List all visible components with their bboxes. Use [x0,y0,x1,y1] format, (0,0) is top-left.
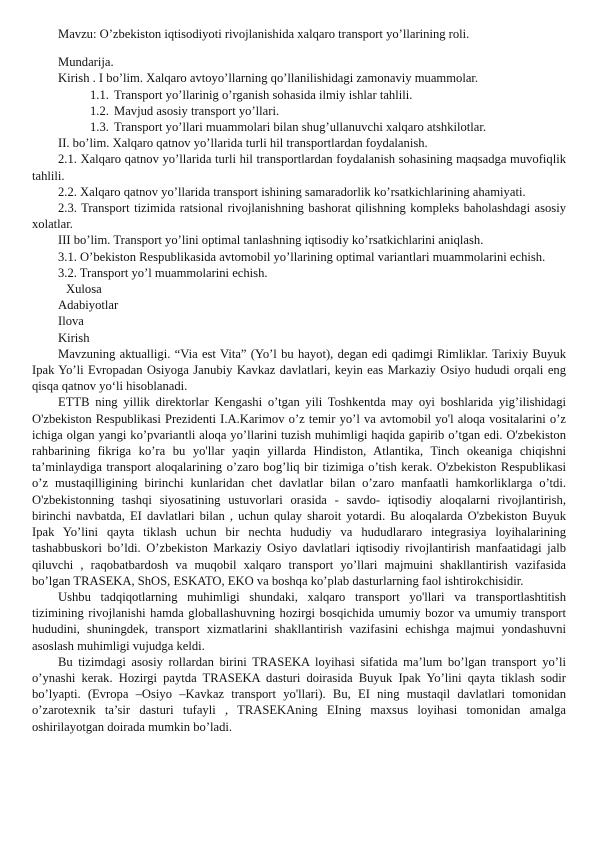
body-paragraph-4: Bu tizimdagi asosiy rollardan birini TRASEKA loyihasi sifatida ma’lum bo’lgan transport yo’li o’ynashi kerak. Hozirgi paytda TRASEKA dasturi doirasida Buyuk Ipak Yo’lini qayta tiklash sodir bo’lyapti. (Evropa –Osiyo –Kavkaz transport yo'llari). Bu, EI ning mustaqil davlatlari tomonidan o’zarotexnik ta’sir dasturi tufayli , TRASEKAning EIning maxsus loyihasi tomonidan amalga oshirilayotgan doirada mumkin bo’ladi. [32,654,566,734]
toc-sub-1-1 [32,87,566,103]
toc-adabiyotlar: Adabiyotlar [58,298,119,313]
toc-part-2: II. bo’lim. Xalqaro qatnov yo’llarida turli hil transportlardan foydalanish. [58,136,428,151]
document-title: Mavzu: O’zbekiston iqtisodiyoti rivojlanishida xalqaro transport yo’llarining roli. [58,27,470,41]
toc-ilova: Ilova [58,314,84,329]
toc-heading: Mundarija. [58,55,114,70]
toc-intro: Kirish . I bo’lim. Xalqaro avtoyo’llarning qo’llanilishidagi zamonaviy muammolar. [58,71,479,86]
document-page [32,26,566,735]
toc-item-2-1: 2.1. Xalqaro qatnov yo’llarida turli hil transportlardan foydalanish sohasining maqsadga muvofiqlik tahlili. [32,152,566,183]
toc-item-3-1: 3.1. O’bekiston Respublikasida avtomobil yo’llarining optimal variantlari muammolarini echish. [58,249,546,264]
toc-sub-text: Transport yo’llarinig o’rganish sohasida ilmiy ishlar tahlili. [114,87,413,102]
toc-sub-text: Transport yo’llari muammolari bilan shug’ullanuvchi xalqaro atshkilotlar. [114,120,487,135]
toc-item-2-3: 2.3. Transport tizimida ratsional rivojlanishning bashorat qilishning kompleks baholashdagi asosiy xolatlar. [32,201,566,232]
toc-item-2-2: 2.2. Xalqaro qatnov yo’llarida transport ishining samaradorlik ko’rsatkichlarining ahamiyati. [58,184,526,199]
toc-sub-number: 1.3. [90,120,109,135]
section-heading-kirish: Kirish [58,330,90,345]
body-paragraph-2: ETTB ning yillik direktorlar Kengashi o’tgan yili Toshkentda may oyi boshlarida yig’ilishidagi O'zbekiston Respublikasi Prezidenti I.A.Karimov o’z temir yo’l va avtomobil yo'l aloqa vositalarini o’z ichiga olgan yangi ko’pvariantli aloqa yo’llarini tuzish muhimligi haqida gapirib o’tgan edi. O'zbekiston rahbarining fikriga ko’ra bu yo'llar yaqin yillarda Hindiston, Atlantika, Tinch okeaniga chiqishni ta’minlaydiga transport aloqalarining o’zaro bog’liq bir tizimiga o’tish kerak. O'zbekiston Respublikasi o’z mustaqilligining birinchi kunlaridan chet davlatlar bilan o’zaro manfaatli hamkorliklarga o’tdi. O'zbekistonning tashqi siyosatining ustuvorlari orasida - savdo- iqtisodiy aloqalarni rivojlantirish, birinchi navbatda, EI davlatlari bilan , uchun qulay sharoit yotardi. Bu aloqalarda O'zbekiston Buyuk Ipak Yo’lini qayta tiklash uchun bir nechta hududiy va hududlararo integrasiya loyihalarining tashabbuskori bo’ldi. O’zbekiston Markaziy Osiyo davlatlari iqtisodiy rivojlantirish manfaatidagi jalb qiluvchi , raqobatbardosh va muqobil xalqaro transport yo’llari majmuini shakllantirish vazifasida bo’lgan TRASEKA, ShOS, ESKATO, EKO va boshqa ko’plab dasturlarning faol ishtirokchisidir. [32,395,566,588]
toc-sub-number: 1.1. [90,87,109,102]
toc-sub-text: Mavjud asosiy transport yo’llari. [114,103,280,118]
toc-sub-1-3 [32,119,566,135]
body-paragraph-3: Ushbu tadqiqotlarning muhimligi shundaki, xalqaro transport yo'llari va transportlashtitish tizimining rivojlanishi hamda globallashuvning hozirgi bosqichida umumiy bozor va umumiy transport hududini, shuningdek, transport xizmatlarini shakllantirish vazifasini echishga majmui yondashuvni asoslash muhimligi vujudga keldi. [32,589,566,653]
toc-item-3-2: 3.2. Transport yo’l muammolarini echish. [58,265,268,280]
toc-xulosa: Xulosa [66,282,102,297]
toc-part-3: III bo’lim. Transport yo’lini optimal tanlashning iqtisodiy ko’rsatkichlarini aniqlash. [58,233,484,248]
spacer [32,42,566,54]
body-paragraph-1: Mavzuning aktualligi. “Via est Vita” (Yo’l bu hayot), degan edi qadimgi Rimliklar. Tarixiy Buyuk Ipak Yo’li Evropadan Osiyoga Janubiy Kavkaz davlatlari, keyin eas Markaziy Osiyo hududi orqali eng qisqa qatnov yo‘li hisoblanadi. [32,346,566,394]
toc-sub-number: 1.2. [90,103,109,118]
toc-sub-1-2 [32,103,566,119]
